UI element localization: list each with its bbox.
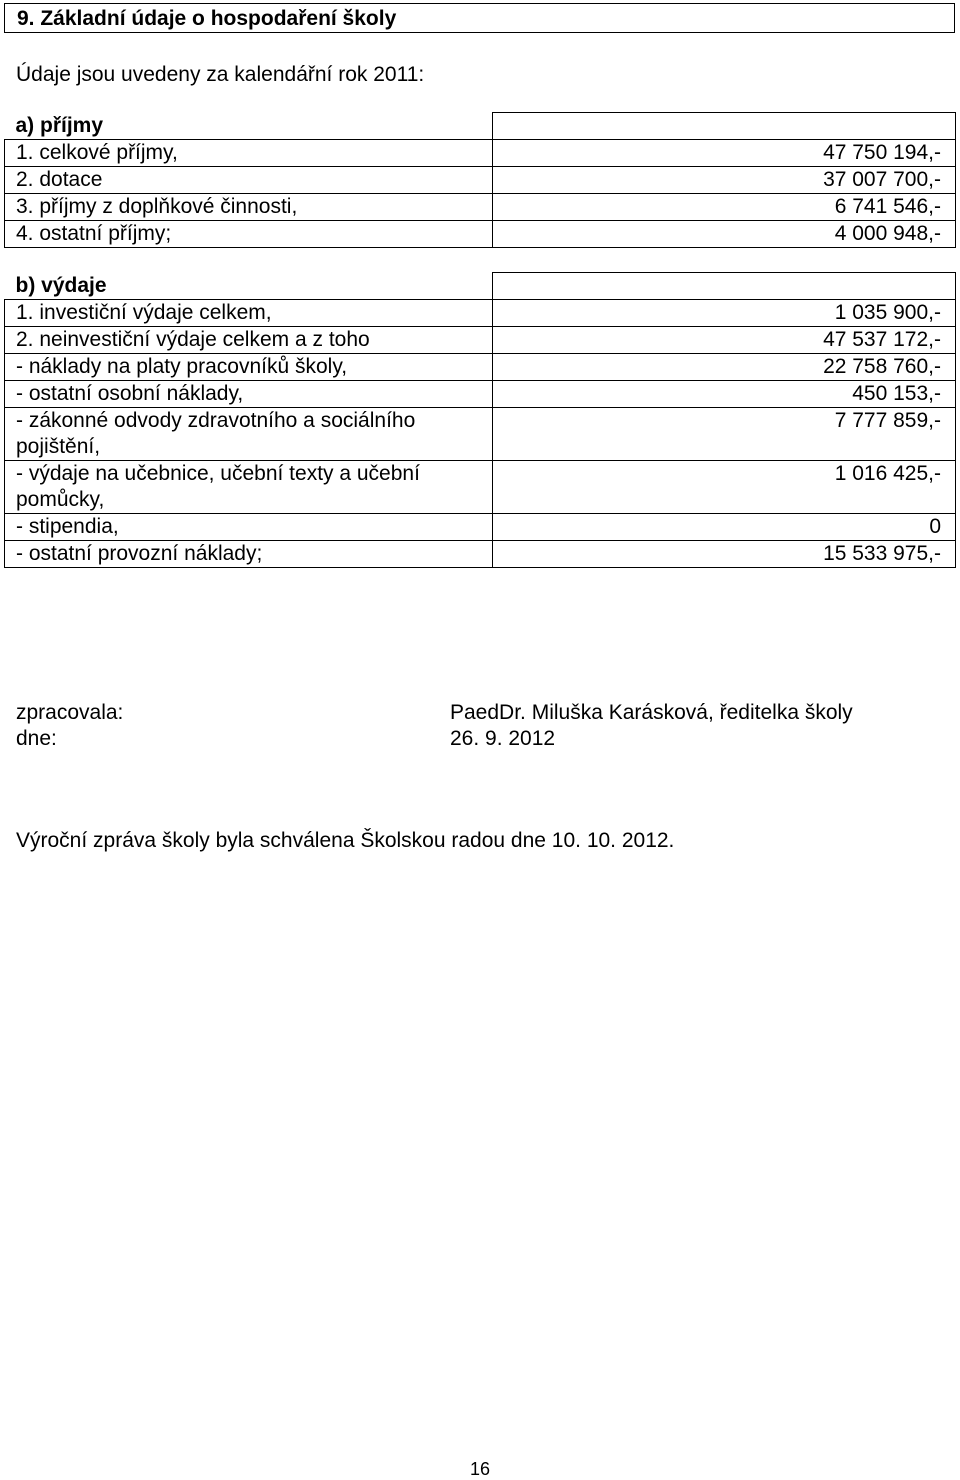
row-label: - zákonné odvody zdravotního a sociálního pojištění,	[5, 407, 493, 460]
expenses-heading: b) výdaje	[5, 273, 493, 300]
date-value: 26. 9. 2012	[450, 727, 556, 750]
row-amount: 37 007 700,-	[493, 166, 956, 193]
row-label: - výdaje na učebnice, učební texty a učební pomůcky,	[5, 460, 493, 513]
row-amount: 6 741 546,-	[493, 193, 956, 220]
table-row	[5, 540, 956, 567]
row-label: 2. neinvestiční výdaje celkem a z toho	[5, 326, 493, 353]
income-table	[4, 112, 956, 248]
row-amount: 7 777 859,-	[493, 407, 956, 460]
row-label: 1. celkové příjmy,	[5, 139, 493, 166]
table-row	[5, 326, 956, 353]
table-row	[5, 513, 956, 540]
row-amount: 47 537 172,-	[493, 326, 956, 353]
table-row	[5, 380, 956, 407]
income-heading: a) příjmy	[5, 113, 493, 140]
intro-text: Údaje jsou uvedeny za kalendářní rok 2011:	[16, 63, 425, 86]
page-number: 16	[469, 1459, 491, 1479]
row-label: 2. dotace	[5, 166, 493, 193]
row-amount: 1 016 425,-	[493, 460, 956, 513]
row-label: - stipendia,	[5, 513, 493, 540]
approval-note: Výroční zpráva školy byla schválena Školskou radou dne 10. 10. 2012.	[16, 829, 675, 852]
table-row	[5, 353, 956, 380]
table-row	[5, 299, 956, 326]
row-amount: 450 153,-	[493, 380, 956, 407]
expenses-table	[4, 272, 956, 568]
prepared-label: zpracovala:	[16, 701, 124, 724]
row-amount: 0	[493, 513, 956, 540]
section-title: 9. Základní údaje o hospodaření školy	[17, 7, 397, 30]
row-amount: 4 000 948,-	[493, 220, 956, 247]
table-row	[5, 193, 956, 220]
row-amount: 15 533 975,-	[493, 540, 956, 567]
prepared-value: PaedDr. Miluška Karásková, ředitelka školy	[450, 701, 853, 724]
row-label: - náklady na platy pracovníků školy,	[5, 353, 493, 380]
row-label: 4. ostatní příjmy;	[5, 220, 493, 247]
table-row	[5, 273, 956, 300]
row-label: - ostatní provozní náklady;	[5, 540, 493, 567]
section-title-box	[4, 3, 955, 33]
row-amount: 22 758 760,-	[493, 353, 956, 380]
table-row	[5, 460, 956, 513]
table-row	[5, 113, 956, 140]
table-row	[5, 407, 956, 460]
date-label: dne:	[16, 727, 57, 750]
row-label: 1. investiční výdaje celkem,	[5, 299, 493, 326]
table-row	[5, 220, 956, 247]
table-row	[5, 139, 956, 166]
row-amount: 1 035 900,-	[493, 299, 956, 326]
row-label: 3. příjmy z doplňkové činnosti,	[5, 193, 493, 220]
table-row	[5, 166, 956, 193]
row-label: - ostatní osobní náklady,	[5, 380, 493, 407]
row-amount: 47 750 194,-	[493, 139, 956, 166]
